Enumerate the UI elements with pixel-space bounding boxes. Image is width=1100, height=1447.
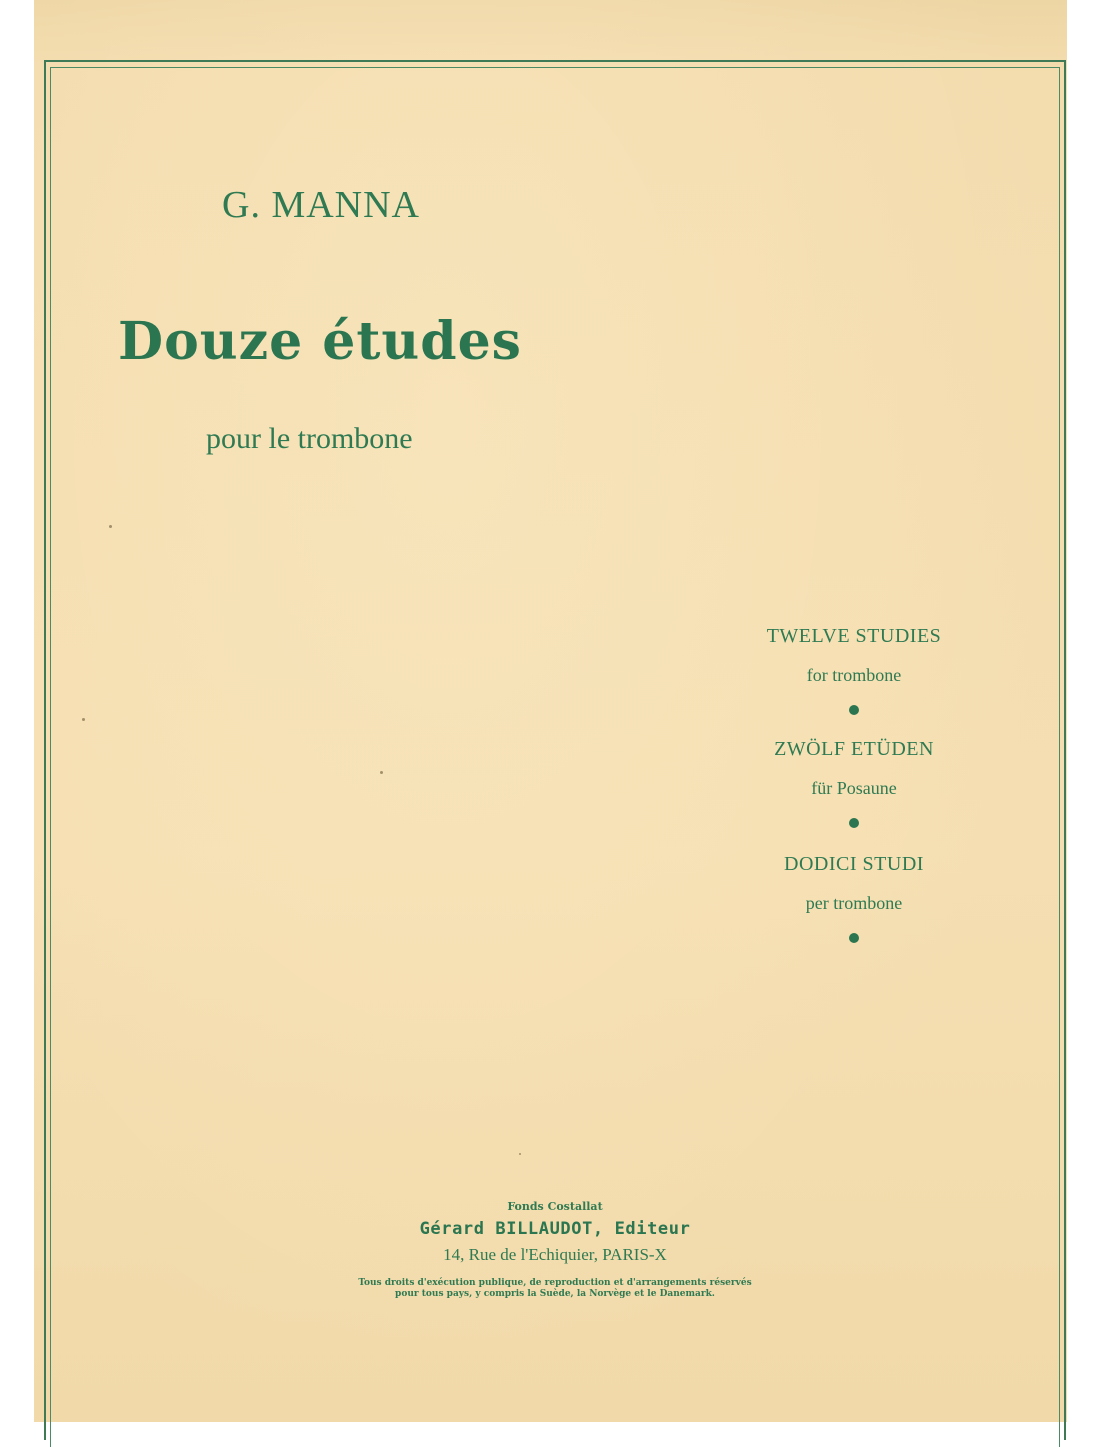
translation-subtitle: für Posaune <box>811 778 897 798</box>
translation-subtitle: for trombone <box>806 665 902 685</box>
fonds-label: Fonds Costallat <box>507 1200 603 1213</box>
publisher-block <box>300 1200 810 1300</box>
composer-name: G. MANNA <box>222 184 420 226</box>
bullet-dot <box>849 933 859 943</box>
translation-title: ZWÖLF ETÜDEN <box>774 738 934 760</box>
rights-line: pour tous pays, y compris la Suède, la Norvège et le Danemark. <box>395 1289 715 1299</box>
translation-subtitle: per trombone <box>805 893 903 913</box>
translation-german <box>740 738 968 828</box>
paper-speck <box>519 1153 521 1155</box>
paper-speck <box>82 718 85 721</box>
work-subtitle: pour le trombone <box>206 422 413 455</box>
rights-notice <box>300 1278 810 1300</box>
paper-speck <box>380 771 383 774</box>
translation-italian <box>740 853 968 943</box>
publisher-address: 14, Rue de l'Echiquier, PARIS-X <box>443 1245 667 1264</box>
editor-name: Gérard BILLAUDOT, Editeur <box>419 1219 691 1239</box>
translations-block <box>740 625 968 943</box>
bullet-dot <box>849 818 859 828</box>
translation-title: TWELVE STUDIES <box>766 625 942 647</box>
bullet-dot <box>849 705 859 715</box>
translation-title: DODICI STUDI <box>784 853 924 875</box>
translation-english <box>740 625 968 715</box>
paper-speck <box>109 525 112 528</box>
rights-line: Tous droits d'exécution publique, de reproduction et d'arrangements réservés <box>358 1278 752 1288</box>
work-title: Douze études <box>118 311 522 372</box>
